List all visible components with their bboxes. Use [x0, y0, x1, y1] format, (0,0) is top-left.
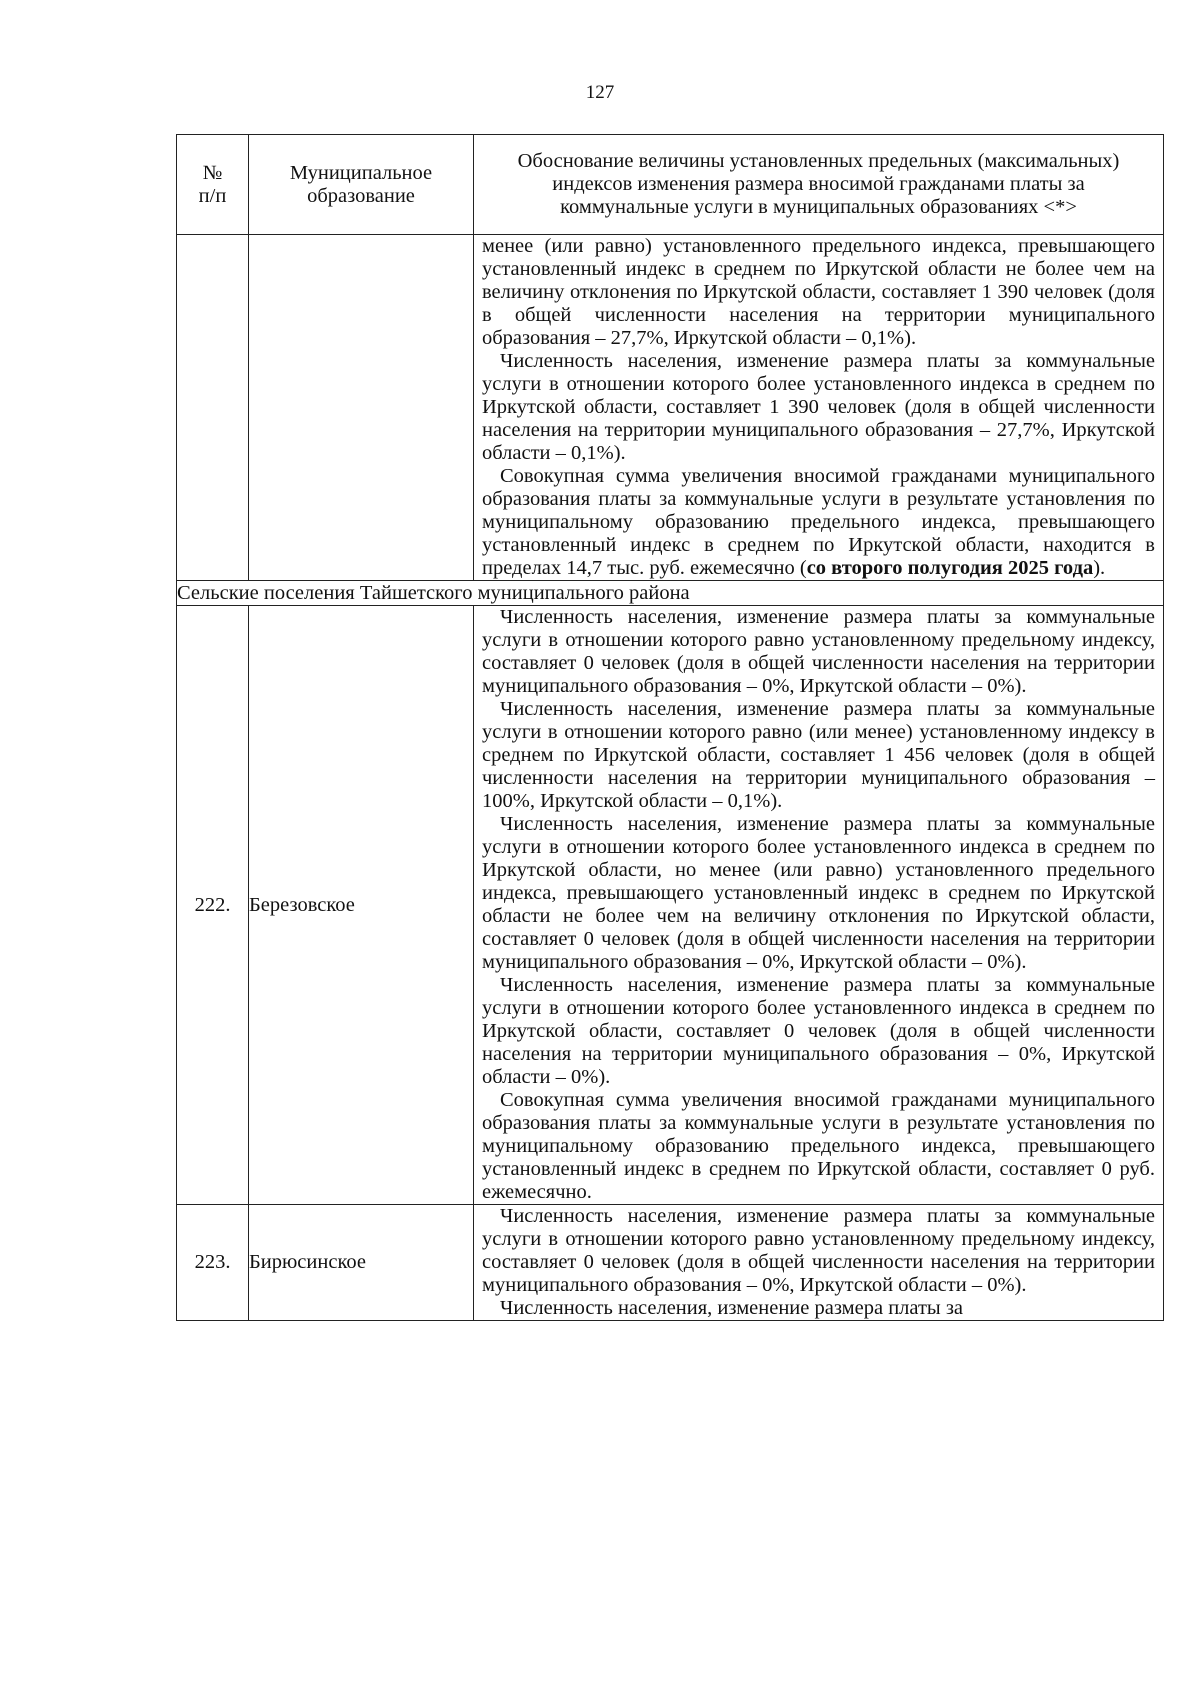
paragraph: Совокупная сумма увеличения вносимой гражданами муниципального образования платы за коммунальные услуги в результате установления по муниципальному образованию предельного индекса, превышающего установленный индекс в среднем по Иркутской области, составляет 0 руб. ежемесячно. — [482, 1089, 1155, 1203]
section-row — [177, 581, 1164, 606]
row-number: 222. — [177, 606, 249, 1205]
cell-basis — [474, 606, 1164, 1205]
table-row — [177, 606, 1164, 1205]
cell-num-empty — [177, 235, 249, 581]
row-number: 223. — [177, 1205, 249, 1321]
header-basis: Обоснование величины установленных предельных (максимальных) индексов изменения размера вносимой гражданами платы за коммунальные услуги в муниципальных образованиях <*> — [474, 135, 1164, 235]
paragraph: Численность населения, изменение размера платы за коммунальные услуги в отношении которого равно установленному предельному индексу, составляет 0 человек (доля в общей численности населения на территории муниципального образования – 0%, Иркутской области – 0%). — [482, 606, 1155, 697]
municipality-name: Бирюсинское — [249, 1205, 474, 1321]
paragraph: Численность населения, изменение размера платы за коммунальные услуги в отношении которого равно (или менее) установленному индексу в среднем по Иркутской области, составляет 1 456 человек (доля в общей численности населения на территории муниципального образования – 100%, Иркутской области – 0,1%). — [482, 698, 1155, 812]
paragraph-truncated: Численность населения, изменение размера платы за — [500, 1297, 964, 1319]
cell-name-empty — [249, 235, 474, 581]
header-num: № п/п — [177, 135, 249, 235]
table-header-row — [177, 135, 1164, 235]
cell-basis — [474, 235, 1164, 581]
paragraph: Численность населения, изменение размера платы за коммунальные услуги в отношении которого более установленного индекса в среднем по Иркутской области, составляет 0 человек (доля в общей численности населения на территории муниципального образования – 0%, Иркутской области – 0%). — [482, 974, 1155, 1088]
municipality-name: Березовское — [249, 606, 474, 1205]
section-title: Сельские поселения Тайшетского муниципального района — [177, 581, 1164, 606]
table-row-continuation — [177, 235, 1164, 581]
bold-period: со второго полугодия 2025 года — [806, 557, 1094, 579]
page-number: 127 — [585, 82, 615, 103]
cell-basis — [474, 1205, 1164, 1321]
paragraph: Совокупная сумма увеличения вносимой гражданами муниципального образования платы за коммунальные услуги в результате установления по муниципальному образованию предельного индекса, превышающего установленный индекс в среднем по Иркутской области, находится в пределах 14,7 тыс. руб. ежемесячно (со второго полугодия 2025 года). — [482, 465, 1155, 579]
paragraph: Численность населения, изменение размера платы за коммунальные услуги в отношении которого более установленного индекса в среднем по Иркутской области, но менее (или равно) установленного предельного индекса, превышающего установленный индекс в среднем по Иркутской области не более чем на величину отклонения по Иркутской области, составляет 0 человек (доля в общей численности населения на территории муниципального образования – 0%, Иркутской области – 0%). — [482, 813, 1155, 973]
paragraph: менее (или равно) установленного предельного индекса, превышающего установленный индекс в среднем по Иркутской области не более чем на величину отклонения по Иркутской области, составляет 1 390 человек (доля в общей численности населения на территории муниципального образования – 27,7%, Иркутской области – 0,1%). — [482, 235, 1155, 349]
header-municipality: Муниципальное образование — [249, 135, 474, 235]
table-row — [177, 1205, 1164, 1321]
indices-table — [176, 134, 1164, 1321]
paragraph: Численность населения, изменение размера платы за коммунальные услуги в отношении которого равно установленному предельному индексу, составляет 0 человек (доля в общей численности населения на территории муниципального образования – 0%, Иркутской области – 0%). — [482, 1205, 1155, 1296]
paragraph: Численность населения, изменение размера платы за коммунальные услуги в отношении которого более установленного индекса в среднем по Иркутской области, составляет 1 390 человек (доля в общей численности населения на территории муниципального образования – 27,7%, Иркутской области – 0,1%). — [482, 350, 1155, 464]
